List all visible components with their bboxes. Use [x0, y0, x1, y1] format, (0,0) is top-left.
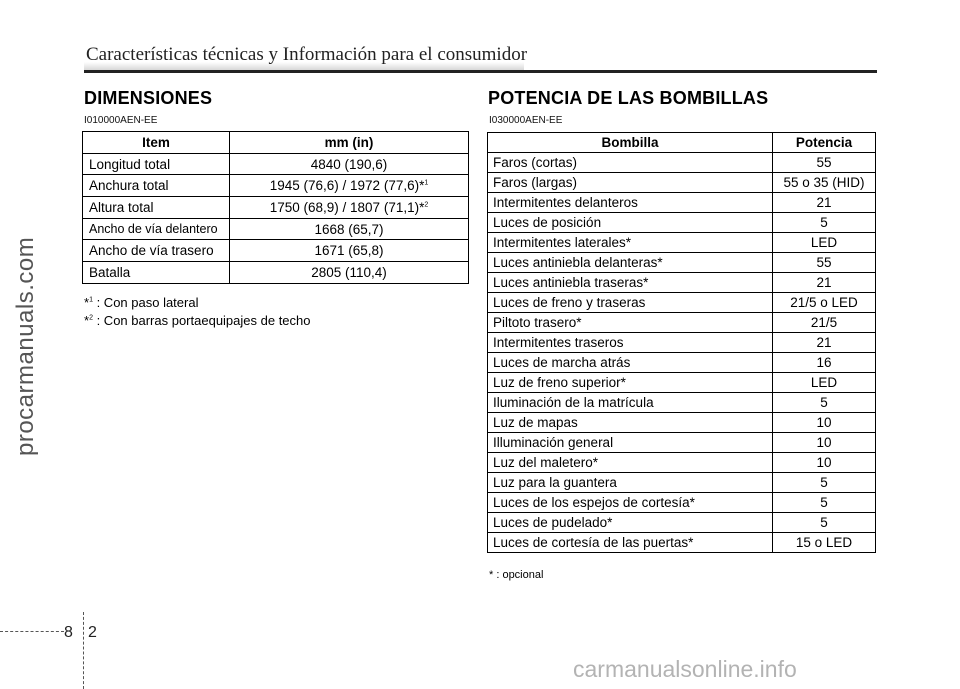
bulb-power: 10 [773, 453, 876, 473]
bulb-name: Luces de marcha atrás [488, 353, 773, 373]
bulb-power: 5 [773, 513, 876, 533]
table-row [488, 493, 876, 513]
dimension-item: Anchura total [83, 175, 230, 197]
table-row [488, 513, 876, 533]
column-header: Bombilla [488, 133, 773, 153]
dimension-item: Ancho de vía delantero [83, 218, 230, 240]
table-row [488, 353, 876, 373]
dimensions-table [82, 131, 469, 284]
table-row [488, 533, 876, 553]
bulb-name: Faros (largas) [488, 173, 773, 193]
bulb-power: LED [773, 373, 876, 393]
dimension-value: 1671 (65,8) [230, 240, 469, 262]
side-watermark: procarmanuals.com [12, 236, 39, 456]
bulb-name: Luz para la guantera [488, 473, 773, 493]
chapter-number: 8 [64, 624, 73, 641]
table-header-row [488, 133, 876, 153]
table-row [488, 213, 876, 233]
bulb-name: Intermitentes traseros [488, 333, 773, 353]
table-row [488, 393, 876, 413]
bulb-power: 21 [773, 273, 876, 293]
bottom-watermark: carmanualsonline.info [573, 656, 797, 682]
dimension-value: 1750 (68,9) / 1807 (71,1)*$^2$ [230, 197, 469, 219]
table-row [488, 433, 876, 453]
header-rule [84, 70, 877, 73]
table-row [488, 273, 876, 293]
page-header-title: Características técnicas y Información para el consumidor [86, 44, 528, 65]
bulb-name: Luces de posición [488, 213, 773, 233]
dimensions-code: I010000AEN-EE [84, 115, 158, 126]
table-row [488, 313, 876, 333]
bulb-power: 21/5 o LED [773, 293, 876, 313]
dimension-value: 1668 (65,7) [230, 218, 469, 240]
table-row [488, 473, 876, 493]
dimensions-note-1: *$^1$ : Con paso lateral [84, 295, 199, 310]
bulb-name: Luces de los espejos de cortesía* [488, 493, 773, 513]
bulb-power: 21/5 [773, 313, 876, 333]
bulb-power: 10 [773, 413, 876, 433]
table-row [488, 293, 876, 313]
bulb-name: Luces de pudelado* [488, 513, 773, 533]
table-row [488, 253, 876, 273]
table-row [488, 453, 876, 473]
table-row [488, 153, 876, 173]
bulb-name: Iluminación de la matrícula [488, 393, 773, 413]
table-row [488, 373, 876, 393]
bulb-power: 55 [773, 253, 876, 273]
dimension-item: Ancho de vía trasero [83, 240, 230, 262]
table-row [488, 333, 876, 353]
table-row [83, 240, 469, 262]
bulb-name: Faros (cortas) [488, 153, 773, 173]
bulb-power: 5 [773, 473, 876, 493]
bulb-name: Luces de freno y traseras [488, 293, 773, 313]
dimension-item: Batalla [83, 262, 230, 284]
bulb-name: Piltoto trasero* [488, 313, 773, 333]
table-row [83, 153, 469, 175]
bulb-name: Intermitentes delanteros [488, 193, 773, 213]
table-row [83, 175, 469, 197]
bulb-name: Luz de freno superior* [488, 373, 773, 393]
bulb-name: Intermitentes laterales* [488, 233, 773, 253]
crop-mark-vertical [83, 612, 84, 689]
table-row [488, 233, 876, 253]
table-row [83, 262, 469, 284]
bulb-name: Luces de cortesía de las puertas* [488, 533, 773, 553]
bulb-name: Luces antiniebla delanteras* [488, 253, 773, 273]
table-row [83, 218, 469, 240]
bulb-name: Luz del maletero* [488, 453, 773, 473]
dimension-value: 4840 (190,6) [230, 153, 469, 175]
table-row [488, 173, 876, 193]
bulb-name: Luces antiniebla traseras* [488, 273, 773, 293]
page-number: 2 [88, 624, 97, 641]
bulb-power: 21 [773, 333, 876, 353]
bulb-name: Luz de mapas [488, 413, 773, 433]
bulb-power: 55 o 35 (HID) [773, 173, 876, 193]
table-row [488, 413, 876, 433]
bulb-power: 5 [773, 393, 876, 413]
bulb-power: 16 [773, 353, 876, 373]
bulb-power: 10 [773, 433, 876, 453]
bulb-power: 5 [773, 213, 876, 233]
crop-mark-horizontal [0, 631, 64, 632]
dimensions-title: DIMENSIONES [84, 88, 213, 108]
bulb-power: 21 [773, 193, 876, 213]
bulb-power: LED [773, 233, 876, 253]
column-header: Potencia [773, 133, 876, 153]
bulb-power: 15 o LED [773, 533, 876, 553]
bulb-name: Illuminación general [488, 433, 773, 453]
dimension-value: 2805 (110,4) [230, 262, 469, 284]
table-header-row [83, 132, 469, 154]
bulbs-note: * : opcional [489, 569, 544, 581]
dimension-item: Longitud total [83, 153, 230, 175]
dimension-value: 1945 (76,6) / 1972 (77,6)*$^1$ [230, 175, 469, 197]
bulbs-table [487, 132, 876, 553]
bulbs-title: POTENCIA DE LAS BOMBILLAS [488, 88, 769, 108]
dimension-item: Altura total [83, 197, 230, 219]
table-row [83, 197, 469, 219]
bulb-power: 5 [773, 493, 876, 513]
bulb-power: 55 [773, 153, 876, 173]
bulbs-code: I030000AEN-EE [489, 115, 563, 126]
column-header: Item [83, 132, 230, 154]
dimensions-note-2: *$^2$ : Con barras portaequipajes de techo [84, 313, 311, 328]
table-row [488, 193, 876, 213]
column-header: mm (in) [230, 132, 469, 154]
